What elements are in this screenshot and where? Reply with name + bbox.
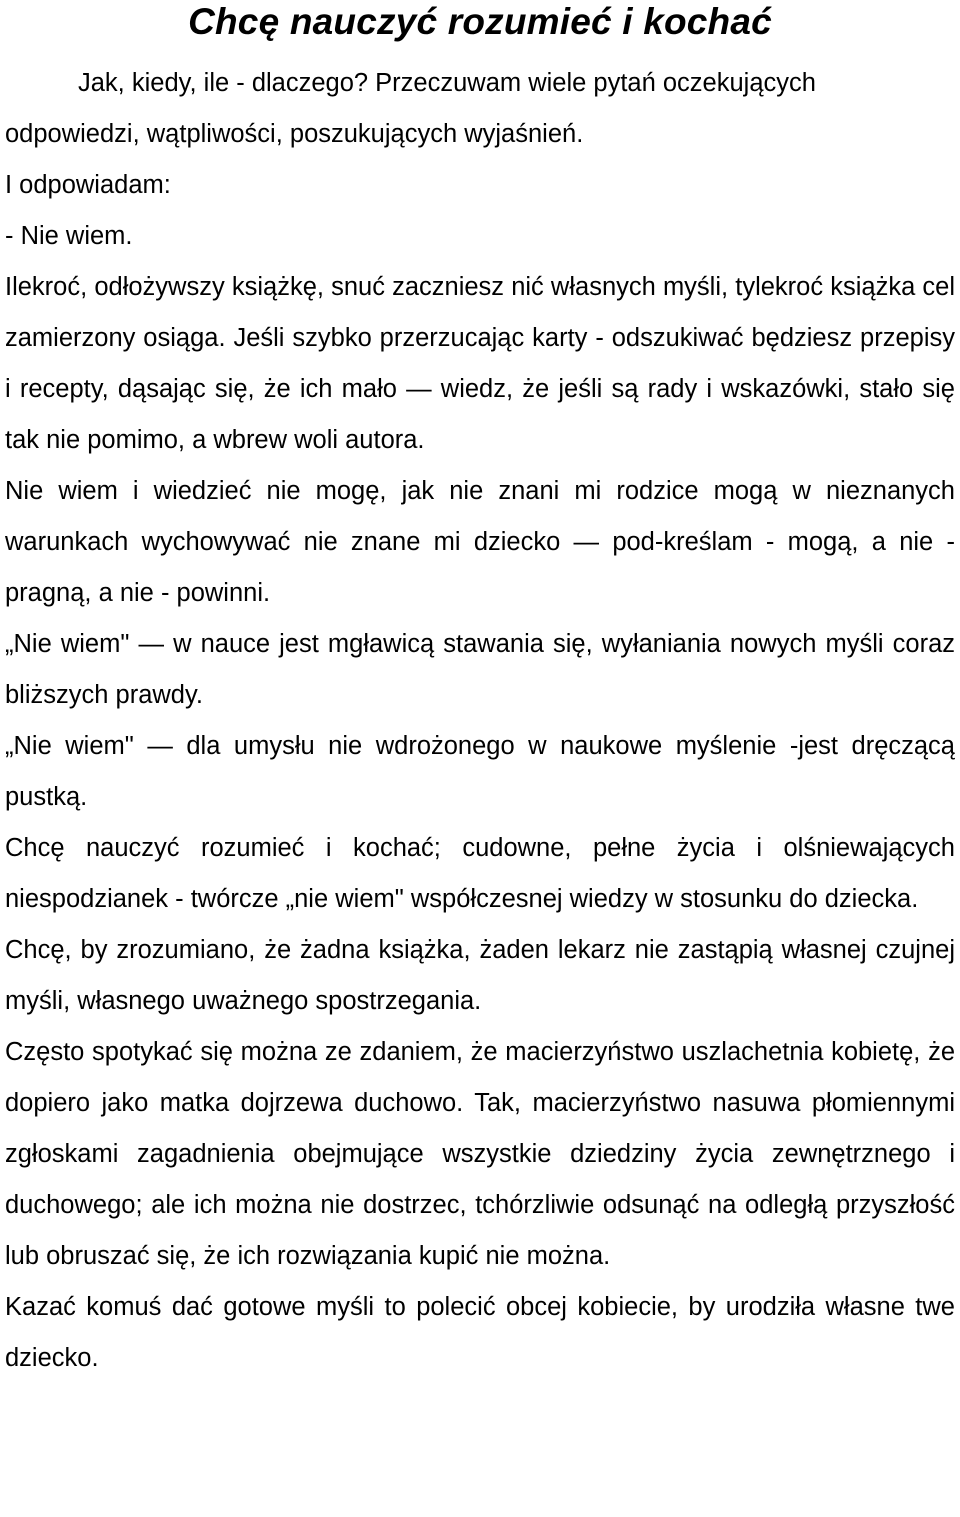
paragraph-conclusion: Kazać komuś dać gotowe myśli to polecić obcej kobiecie, by urodziła własne twe dziecko. bbox=[5, 1293, 955, 1372]
paragraph-answer: - Nie wiem. bbox=[5, 222, 133, 250]
paragraph-intro: Jak, kiedy, ile - dlaczego? Przeczuwam wiele pytań oczekujących odpowiedzi, wątpliwości, poszukujących wyjaśnień. bbox=[5, 69, 816, 148]
paragraph-teach: Chcę nauczyć rozumieć i kochać; cudowne, pełne życia i olśniewających niespodzianek - twórcze „nie wiem" współczesnej wiedzy w stosunku do dziecka. bbox=[5, 834, 955, 913]
paragraph-science: „Nie wiem" — w nauce jest mgławicą stawania się, wyłaniania nowych myśli coraz bliższych prawdy. bbox=[5, 630, 955, 709]
paragraph-parents: Nie wiem i wiedzieć nie mogę, jak nie znani mi rodzice mogą w nieznanych warunkach wychowywać nie znane mi dziecko — pod-kreślam - mogą, a nie - pragną, a nie - powinni. bbox=[5, 477, 955, 607]
paragraph-answer-lead: I odpowiadam: bbox=[5, 171, 171, 199]
paragraph-motherhood: Często spotykać się można ze zdaniem, że macierzyństwo uszlachetnia kobietę, że dopiero jako matka dojrzewa duchowo. Tak, macierzyństwo nasuwa płomiennymi zgłoskami zagadnienia obejmujące wszystkie dziedziny życia zewnętrznego i duchowego; ale ich można nie dostrzec, tchórzliwie odsunąć na odległą przyszłość lub obruszać się, że ich rozwiązania kupić nie można. bbox=[5, 1038, 955, 1270]
paragraph-book-purpose: Ilekroć, odłożywszy książkę, snuć zaczniesz nić własnych myśli, tylekroć książka cel zamierzony osiąga. Jeśli szybko przerzucając karty - odszukiwać będziesz przepisy i recepty, dąsając się, że ich mało — wiedz, że jeśli są rady i wskazówki, stało się tak nie pomimo, a wbrew woli autora. bbox=[5, 273, 955, 454]
document-body bbox=[5, 58, 955, 1384]
paragraph-understanding: Chcę, by zrozumiano, że żadna książka, żaden lekarz nie zastąpią własnej czujnej myśli, własnego uważnego spostrzegania. bbox=[5, 936, 955, 1015]
document-title: Chcę nauczyć rozumieć i kochać bbox=[188, 1, 772, 42]
paragraph-mind: „Nie wiem" — dla umysłu nie wdrożonego w naukowe myślenie -jest dręczącą pustką. bbox=[5, 732, 955, 811]
